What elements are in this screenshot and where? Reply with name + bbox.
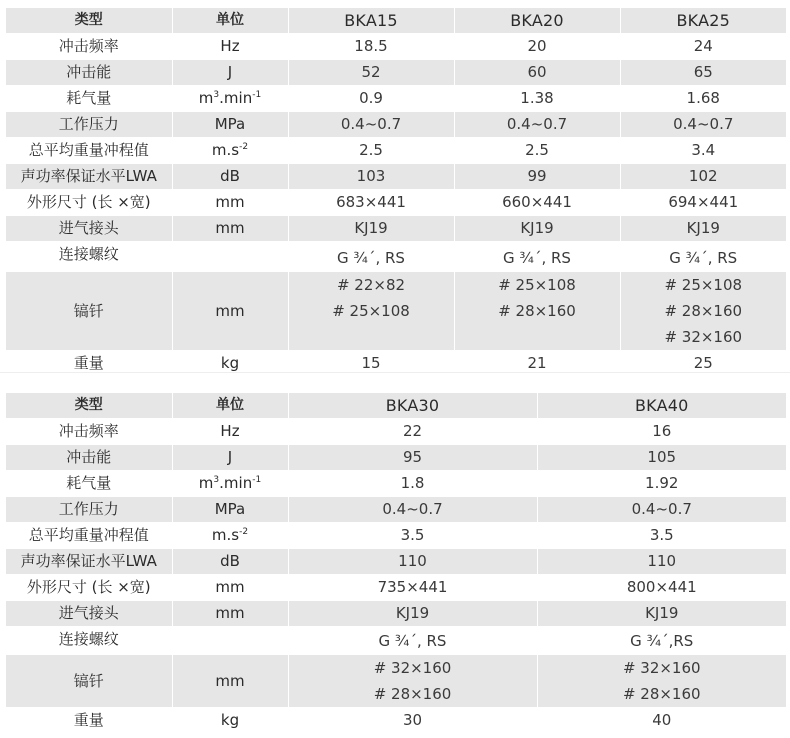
table-cell: 0.4~0.7	[537, 497, 786, 523]
table-cell: 95	[288, 445, 537, 471]
row-label: 总平均重量冲程值	[6, 523, 172, 549]
row-unit: $m.s^{-2}$	[172, 523, 288, 549]
spec-table-1	[6, 8, 786, 377]
row-unit: mm	[172, 216, 288, 242]
table-row	[6, 419, 786, 445]
table-cell: 110	[288, 549, 537, 575]
row-label: 连接螺纹	[6, 242, 172, 272]
table-cell: 1.68	[620, 86, 786, 112]
row-unit: J	[172, 60, 288, 86]
table-cell: 2.5	[454, 138, 620, 164]
row-label: 工作压力	[6, 112, 172, 138]
table-cell: 3.4	[620, 138, 786, 164]
table-cell: KJ19	[288, 601, 537, 627]
table-cell: 24	[620, 34, 786, 60]
table-cell: 3.5	[288, 523, 537, 549]
table-row	[6, 523, 786, 549]
table-cell: 1.38	[454, 86, 620, 112]
header-type: 类型	[6, 8, 172, 34]
row-label: 外形尺寸 (长 ×宽)	[6, 575, 172, 601]
row-unit: Hz	[172, 34, 288, 60]
row-label: 镐钎	[6, 655, 172, 708]
row-label: 工作压力	[6, 497, 172, 523]
table-cell: 18.5	[288, 34, 454, 60]
table-cell: 65	[620, 60, 786, 86]
table-row	[6, 708, 786, 734]
header-model: BKA30	[288, 393, 537, 419]
table-cell: 0.9	[288, 86, 454, 112]
row-unit: MPa	[172, 112, 288, 138]
row-unit: mm	[172, 190, 288, 216]
table-cell: 20	[454, 34, 620, 60]
table-cell: # 32×160 # 28×160	[288, 655, 537, 708]
row-label: 冲击能	[6, 60, 172, 86]
table-cell: 16	[537, 419, 786, 445]
table-row	[6, 497, 786, 523]
table-cell: 102	[620, 164, 786, 190]
table-cell: 660×441	[454, 190, 620, 216]
row-unit: dB	[172, 549, 288, 575]
row-unit: $m.s^{-2}$	[172, 138, 288, 164]
row-label: 总平均重量冲程值	[6, 138, 172, 164]
row-label: 耗气量	[6, 471, 172, 497]
table-cell: G ¾´,RS	[537, 627, 786, 655]
table-cell: # 25×108 # 28×160	[454, 272, 620, 351]
table-cell: KJ19	[537, 601, 786, 627]
row-unit: $m^3.\min^{-1}$	[172, 471, 288, 497]
table-row	[6, 601, 786, 627]
table-cell: 21	[454, 351, 620, 377]
row-label: 冲击能	[6, 445, 172, 471]
table-cell: 52	[288, 60, 454, 86]
header-model: BKA40	[537, 393, 786, 419]
table-row	[6, 138, 786, 164]
header-model: BKA20	[454, 8, 620, 34]
header-row	[6, 8, 786, 34]
table-cell: 1.92	[537, 471, 786, 497]
table-cell: 3.5	[537, 523, 786, 549]
table-cell: # 32×160 # 28×160	[537, 655, 786, 708]
table-cell: 0.4~0.7	[288, 497, 537, 523]
table-row	[6, 164, 786, 190]
table-row	[6, 34, 786, 60]
table-cell: KJ19	[620, 216, 786, 242]
row-label: 重量	[6, 708, 172, 734]
table-row	[6, 112, 786, 138]
row-label: 冲击频率	[6, 419, 172, 445]
row-unit: mm	[172, 655, 288, 708]
table-cell: 60	[454, 60, 620, 86]
header-unit: 单位	[172, 393, 288, 419]
table-row	[6, 60, 786, 86]
row-unit: mm	[172, 601, 288, 627]
row-label: 镐钎	[6, 272, 172, 351]
row-unit: kg	[172, 351, 288, 377]
row-unit: Hz	[172, 419, 288, 445]
row-label: 声功率保证水平LWA	[6, 164, 172, 190]
table-row	[6, 627, 786, 655]
row-unit: MPa	[172, 497, 288, 523]
table-row	[6, 190, 786, 216]
row-unit: kg	[172, 708, 288, 734]
row-unit: dB	[172, 164, 288, 190]
row-label: 冲击频率	[6, 34, 172, 60]
table-cell: KJ19	[288, 216, 454, 242]
table-cell: 30	[288, 708, 537, 734]
table-row	[6, 471, 786, 497]
table-cell: 683×441	[288, 190, 454, 216]
table-row	[6, 272, 786, 351]
table-cell: 103	[288, 164, 454, 190]
table-row	[6, 86, 786, 112]
table-cell: G ¾´, RS	[454, 242, 620, 272]
table-cell: 800×441	[537, 575, 786, 601]
table-cell: 15	[288, 351, 454, 377]
table-row	[6, 445, 786, 471]
row-unit: mm	[172, 272, 288, 351]
row-label: 连接螺纹	[6, 627, 172, 655]
table-cell: G ¾´, RS	[288, 242, 454, 272]
table-cell: G ¾´, RS	[620, 242, 786, 272]
row-label: 耗气量	[6, 86, 172, 112]
table-cell: 694×441	[620, 190, 786, 216]
table-cell: # 25×108 # 28×160 # 32×160	[620, 272, 786, 351]
table-cell: 99	[454, 164, 620, 190]
table-cell: 40	[537, 708, 786, 734]
table-cell: 25	[620, 351, 786, 377]
table-cell: 735×441	[288, 575, 537, 601]
table-divider	[0, 372, 790, 373]
header-type: 类型	[6, 393, 172, 419]
table-cell: 1.8	[288, 471, 537, 497]
row-label: 声功率保证水平LWA	[6, 549, 172, 575]
header-model: BKA25	[620, 8, 786, 34]
row-unit	[172, 627, 288, 655]
table-row	[6, 575, 786, 601]
table-cell: G ¾´, RS	[288, 627, 537, 655]
table-cell: 0.4~0.7	[454, 112, 620, 138]
table-cell: KJ19	[454, 216, 620, 242]
table-cell: 2.5	[288, 138, 454, 164]
table-cell: 110	[537, 549, 786, 575]
header-row	[6, 393, 786, 419]
row-unit	[172, 242, 288, 272]
table-cell: 22	[288, 419, 537, 445]
header-unit: 单位	[172, 8, 288, 34]
table-cell: 105	[537, 445, 786, 471]
table-cell: 0.4~0.7	[288, 112, 454, 138]
row-label: 进气接头	[6, 216, 172, 242]
row-unit: mm	[172, 575, 288, 601]
row-unit: J	[172, 445, 288, 471]
table-row	[6, 549, 786, 575]
row-label: 进气接头	[6, 601, 172, 627]
table-cell: # 22×82 # 25×108	[288, 272, 454, 351]
row-label: 重量	[6, 351, 172, 377]
table-row	[6, 242, 786, 272]
row-unit: $m^3.\min^{-1}$	[172, 86, 288, 112]
table-cell: 0.4~0.7	[620, 112, 786, 138]
table-row	[6, 216, 786, 242]
table-row	[6, 655, 786, 708]
row-label: 外形尺寸 (长 ×宽)	[6, 190, 172, 216]
spec-table-2	[6, 393, 786, 734]
header-model: BKA15	[288, 8, 454, 34]
